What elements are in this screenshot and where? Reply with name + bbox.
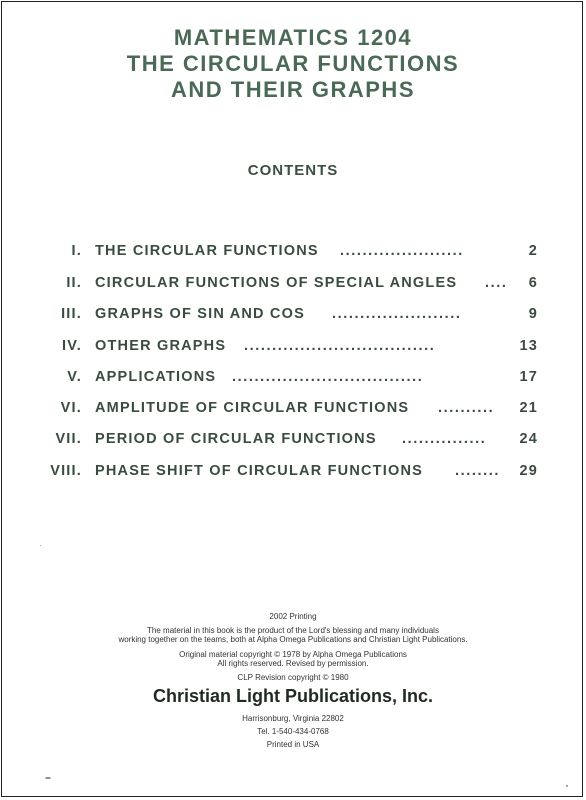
toc-entry [0, 338, 586, 358]
toc-label: CIRCULAR FUNCTIONS OF SPECIAL ANGLES [95, 275, 458, 291]
toc-number: III. [61, 306, 82, 322]
toc-label: PERIOD OF CIRCULAR FUNCTIONS [95, 431, 377, 447]
toc-leader-dots: ....................... [332, 306, 462, 322]
toc-entry [0, 463, 586, 483]
toc-leader-dots: .......... [438, 400, 495, 416]
toc-entry [0, 275, 586, 295]
toc-leader-dots: ............... [402, 431, 487, 447]
toc-page-number: 21 [519, 400, 538, 416]
toc-label: PHASE SHIFT OF CIRCULAR FUNCTIONS [95, 463, 423, 479]
toc-label: OTHER GRAPHS [95, 338, 227, 354]
material-note-line-1: The material in this book is the product of the Lord's blessing and many individuals [147, 626, 439, 635]
title-line-3: AND THEIR GRAPHS [170, 77, 415, 102]
toc-label: GRAPHS OF SIN AND COS [95, 306, 305, 322]
toc-entry [0, 369, 586, 389]
toc-label: THE CIRCULAR FUNCTIONS [95, 243, 319, 259]
title-line-1: MATHEMATICS 1204 [173, 25, 413, 50]
scan-speck [40, 545, 41, 546]
printed-in-note: Printed in USA [266, 740, 320, 749]
toc-leader-dots: ...................... [340, 243, 464, 259]
toc-entry [0, 400, 586, 420]
toc-leader-dots: .... [485, 275, 508, 291]
toc-page-number: 6 [528, 275, 538, 291]
copyright-line-2: All rights reserved. Revised by permission. [217, 659, 369, 668]
toc-page-number: 13 [519, 338, 538, 354]
publisher-city: Harrisonburg, Virginia 22802 [242, 714, 344, 723]
toc-number: IV. [62, 338, 82, 354]
toc-leader-dots: ........ [455, 463, 501, 479]
toc-number: VI. [60, 400, 82, 416]
toc-page-number: 24 [519, 431, 538, 447]
toc-entry [0, 306, 586, 326]
toc-number: I. [71, 243, 82, 259]
toc-number: VIII. [50, 463, 82, 479]
material-note-line-2: working together on the teams, both at Alpha Omega Publications and Christian Light Publications. [118, 635, 468, 644]
toc-entry [0, 243, 586, 263]
title-line-2: THE CIRCULAR FUNCTIONS [126, 51, 460, 76]
toc-leader-dots: .................................. [232, 369, 424, 385]
printing-note: 2002 Printing [269, 612, 317, 621]
scan-speck [45, 777, 51, 779]
scan-speck [566, 785, 568, 787]
publisher-phone: Tel. 1-540-434-0768 [257, 727, 329, 736]
contents-heading: CONTENTS [247, 162, 339, 179]
publisher-name: Christian Light Publications, Inc. [152, 686, 434, 706]
toc-number: II. [66, 275, 82, 291]
toc-page-number: 17 [519, 369, 538, 385]
toc-leader-dots: .................................. [244, 338, 436, 354]
toc-entry [0, 431, 586, 451]
clp-revision-note: CLP Revision copyright © 1980 [237, 673, 349, 682]
toc-label: AMPLITUDE OF CIRCULAR FUNCTIONS [95, 400, 410, 416]
toc-page-number: 9 [528, 306, 538, 322]
toc-number: V. [67, 369, 82, 385]
toc-label: APPLICATIONS [95, 369, 217, 385]
copyright-line-1: Original material copyright © 1978 by Alpha Omega Publications [179, 650, 407, 659]
toc-number: VII. [55, 431, 82, 447]
toc-page-number: 29 [519, 463, 538, 479]
toc-page-number: 2 [528, 243, 538, 259]
